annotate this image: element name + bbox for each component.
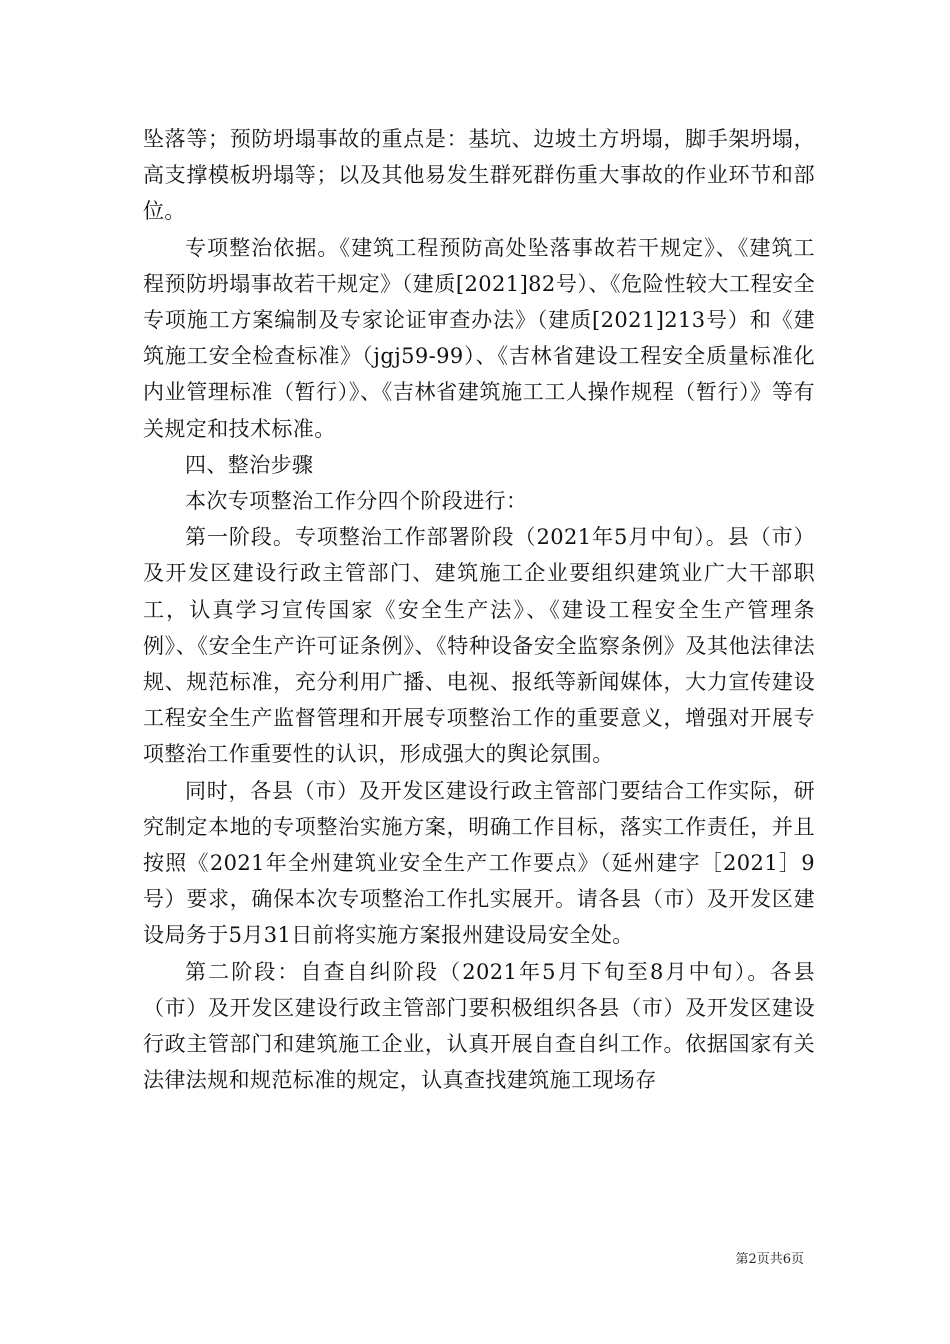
- document-body: [143, 121, 815, 1098]
- paragraph-continuation: 坠落等；预防坍塌事故的重点是：基坑、边坡土方坍塌，脚手架坍塌，高支撑模板坍塌等；以及其他易发生群死群伤重大事故的作业环节和部位。: [143, 127, 815, 224]
- section-heading-steps: 四、整治步骤: [185, 452, 314, 477]
- paragraph-rectification-basis: 专项整治依据。《建筑工程预防高处坠落事故若干规定》、《建筑工程预防坍塌事故若干规定》（建质[2021]82号）、《危险性较大工程安全专项施工方案编制及专家论证审查办法》（建质[2021]213号）和《建筑施工安全检查标准》（jgj59-99）、《吉林省建设工程安全质量标准化内业管理标准（暂行）》、《吉林省建筑施工工人操作规程（暂行）》等有关规定和技术标准。: [143, 235, 815, 441]
- paragraph-stage-two: 第二阶段：自查自纠阶段（2021年5月下旬至8月中旬）。各县（市）及开发区建设行政主管部门要积极组织各县（市）及开发区建设行政主管部门和建筑施工企业，认真开展自查自纠工作。依据国家有关法律法规和规范标准的规定，认真查找建筑施工现场存: [143, 959, 815, 1093]
- paragraph-stages-intro: 本次专项整治工作分四个阶段进行：: [185, 489, 528, 514]
- paragraph-stage-one-followup: 同时，各县（市）及开发区建设行政主管部门要结合工作实际，研究制定本地的专项整治实施方案，明确工作目标，落实工作责任，并且按照《2021年全州建筑业安全生产工作要点》（延州建字［2021］9号）要求，确保本次专项整治工作扎实展开。请各县（市）及开发区建设局务于5月31日前将实施方案报州建设局安全处。: [143, 778, 815, 948]
- paragraph-stage-one: 第一阶段。专项整治工作部署阶段（2021年5月中旬）。县（市）及开发区建设行政主管部门、建筑施工企业要组织建筑业广大干部职工，认真学习宣传国家《安全生产法》、《建设工程安全生产管理条例》、《安全生产许可证条例》、《特种设备安全监察条例》及其他法律法规、规范标准，充分利用广播、电视、报纸等新闻媒体，大力宣传建设工程安全生产监督管理和开展专项整治工作的重要意义，增强对开展专项整治工作重要性的认识，形成强大的舆论氛围。: [143, 525, 815, 767]
- page-number: 第2页共6页: [735, 1252, 804, 1267]
